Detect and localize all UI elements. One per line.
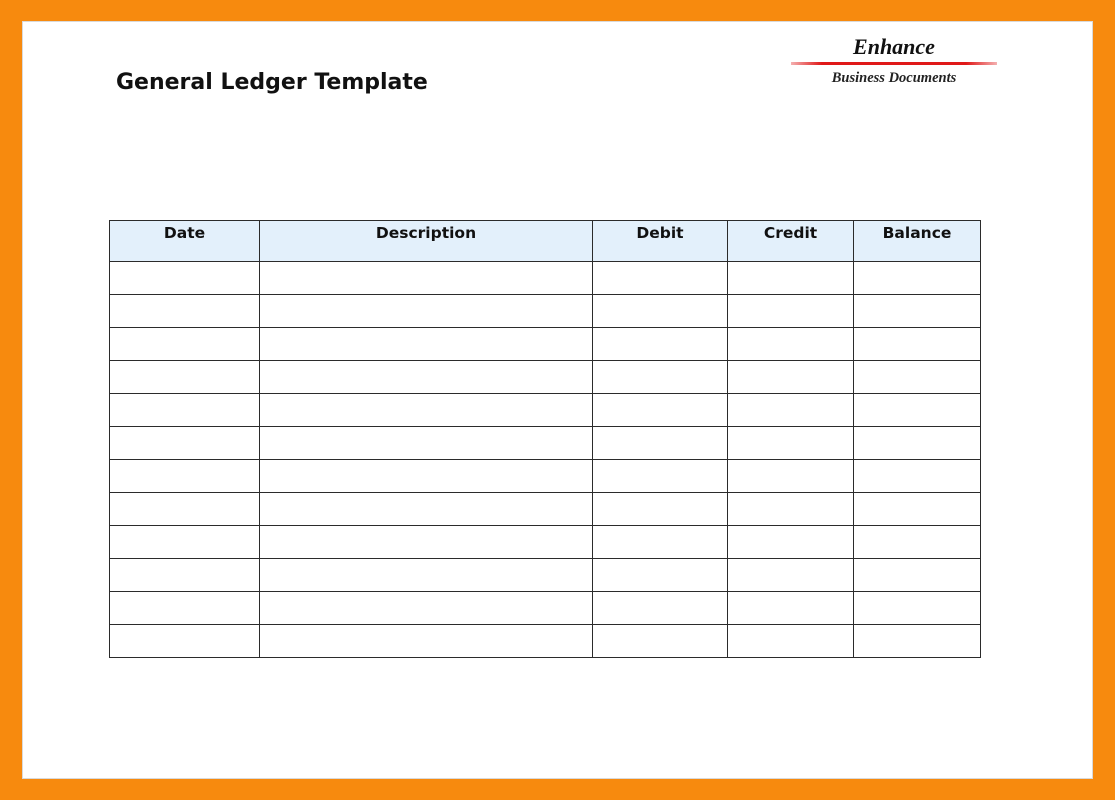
cell-date[interactable] [110, 592, 260, 625]
cell-credit[interactable] [728, 328, 854, 361]
cell-date[interactable] [110, 328, 260, 361]
cell-description[interactable] [260, 427, 593, 460]
cell-balance[interactable] [854, 625, 981, 658]
cell-description[interactable] [260, 460, 593, 493]
cell-description[interactable] [260, 559, 593, 592]
cell-description[interactable] [260, 526, 593, 559]
column-header-credit: Credit [728, 221, 854, 262]
table-row [110, 295, 981, 328]
cell-balance[interactable] [854, 361, 981, 394]
cell-balance[interactable] [854, 526, 981, 559]
cell-balance[interactable] [854, 394, 981, 427]
cell-credit[interactable] [728, 460, 854, 493]
document-title: General Ledger Template [116, 70, 428, 95]
cell-debit[interactable] [593, 394, 728, 427]
cell-balance[interactable] [854, 262, 981, 295]
cell-debit[interactable] [593, 493, 728, 526]
table-row [110, 262, 981, 295]
cell-description[interactable] [260, 625, 593, 658]
cell-credit[interactable] [728, 592, 854, 625]
cell-balance[interactable] [854, 493, 981, 526]
cell-balance[interactable] [854, 559, 981, 592]
cell-description[interactable] [260, 361, 593, 394]
column-header-balance: Balance [854, 221, 981, 262]
table-row [110, 394, 981, 427]
cell-balance[interactable] [854, 328, 981, 361]
table-row [110, 493, 981, 526]
cell-debit[interactable] [593, 262, 728, 295]
cell-date[interactable] [110, 625, 260, 658]
column-header-description: Description [260, 221, 593, 262]
document-page [22, 21, 1093, 779]
cell-date[interactable] [110, 262, 260, 295]
logo-tagline: Business Documents [831, 70, 957, 86]
cell-balance[interactable] [854, 592, 981, 625]
table-row [110, 559, 981, 592]
table-row [110, 625, 981, 658]
cell-credit[interactable] [728, 427, 854, 460]
cell-balance[interactable] [854, 460, 981, 493]
table-row [110, 460, 981, 493]
ledger-table [109, 220, 981, 658]
table-row [110, 427, 981, 460]
cell-credit[interactable] [728, 262, 854, 295]
cell-debit[interactable] [593, 460, 728, 493]
cell-date[interactable] [110, 427, 260, 460]
cell-description[interactable] [260, 295, 593, 328]
cell-description[interactable] [260, 328, 593, 361]
cell-description[interactable] [260, 592, 593, 625]
cell-description[interactable] [260, 394, 593, 427]
cell-description[interactable] [260, 493, 593, 526]
cell-date[interactable] [110, 460, 260, 493]
cell-credit[interactable] [728, 493, 854, 526]
cell-date[interactable] [110, 361, 260, 394]
cell-date[interactable] [110, 559, 260, 592]
cell-debit[interactable] [593, 328, 728, 361]
column-header-date: Date [110, 221, 260, 262]
cell-date[interactable] [110, 394, 260, 427]
cell-credit[interactable] [728, 559, 854, 592]
cell-credit[interactable] [728, 394, 854, 427]
cell-debit[interactable] [593, 361, 728, 394]
cell-debit[interactable] [593, 592, 728, 625]
cell-date[interactable] [110, 295, 260, 328]
table-row [110, 592, 981, 625]
cell-debit[interactable] [593, 295, 728, 328]
logo-name: Enhance [853, 34, 935, 59]
cell-balance[interactable] [854, 295, 981, 328]
table-row [110, 361, 981, 394]
cell-description[interactable] [260, 262, 593, 295]
brand-logo [791, 34, 997, 87]
cell-debit[interactable] [593, 625, 728, 658]
cell-credit[interactable] [728, 625, 854, 658]
cell-credit[interactable] [728, 526, 854, 559]
table-row [110, 328, 981, 361]
table-row [110, 526, 981, 559]
ledger-header-row [110, 221, 981, 262]
cell-debit[interactable] [593, 526, 728, 559]
cell-date[interactable] [110, 493, 260, 526]
cell-balance[interactable] [854, 427, 981, 460]
ledger-body [110, 262, 981, 658]
logo-underline [791, 62, 997, 65]
cell-credit[interactable] [728, 295, 854, 328]
cell-debit[interactable] [593, 559, 728, 592]
column-header-debit: Debit [593, 221, 728, 262]
cell-debit[interactable] [593, 427, 728, 460]
cell-date[interactable] [110, 526, 260, 559]
cell-credit[interactable] [728, 361, 854, 394]
